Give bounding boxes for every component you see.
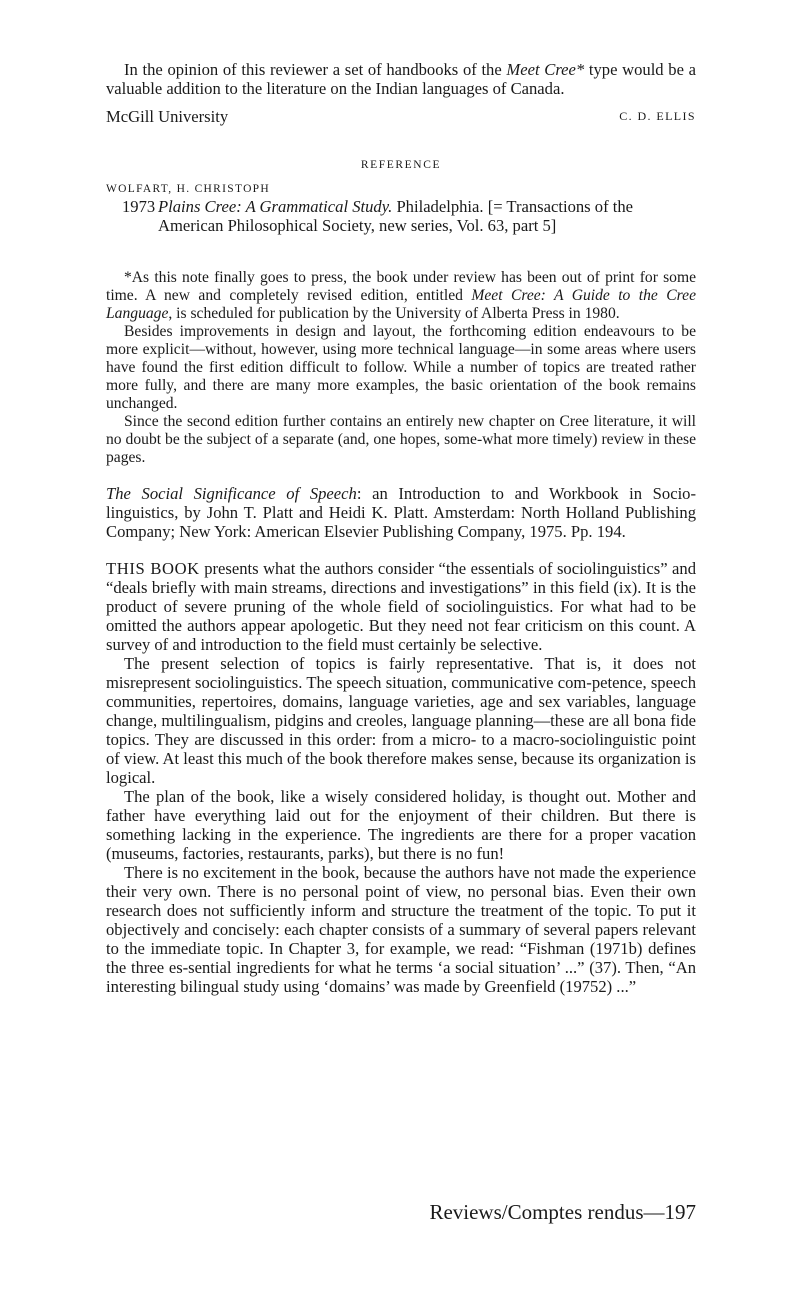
footnote-paragraph-2: Besides improvements in design and layout, the forthcoming edition endeavours to be more explicit—without, however, using more technical language—in some areas where users have found the first edition difficult to follow. While a number of topics are treated rather more fully, and there are many more examples, the basic orientation of the book remains unchanged. — [106, 323, 696, 412]
review-book-details: : an Introduction to and Workbook in Socio-linguistics, by John T. Platt and Heidi K. Platt. Amsterdam: North Holland Publishing Company; New York: American Elsevier Publishing Company, 1975. Pp. 194. — [106, 484, 697, 541]
reviewer-name: C. D. ELLIS — [619, 109, 696, 123]
footnote-text-a: *As this note finally goes to press, the book under review has been out of print for some time. A new and completely revised edition, entitled — [106, 269, 696, 304]
signature-line — [106, 107, 696, 126]
review-body — [106, 559, 696, 996]
reference-year: 1973 — [122, 197, 156, 216]
review-paragraph-3: The plan of the book, like a wisely considered holiday, is thought out. Mother and father have everything laid out for the enjoyment of their children. But there is something lacking in the experience. The ingredients are there for a proper vacation (museums, factories, restaurants, parks), but there is no fun! — [106, 787, 696, 863]
reference-entry — [106, 197, 696, 235]
review-book-title: The Social Significance of Speech — [106, 484, 357, 503]
reference-heading: REFERENCE — [360, 159, 442, 171]
review-paragraph-4: There is no excitement in the book, because the authors have not made the experience their very own. There is no personal point of view, no personal bias. Even their own research does not sufficiently inform and structure the treatment of the topic. To put it objectively and concisely: each chapter consists of a summary of several papers relevant to the immediate topic. In Chapter 3, for example, we read: “Fishman (1971b) defines the three es-sential ingredients for what he terms ‘a social situation’ ...” (37). Then, “An interesting bilingual study using ‘domains’ was made by Greenfield (19752) ...” — [106, 863, 696, 996]
footnote — [106, 269, 696, 467]
footnote-text-b: , is scheduled for publication by the University of Alberta Press in 1980. — [168, 305, 620, 322]
footnote-paragraph-3: Since the second edition further contains an entirely new chapter on Cree literature, it will no doubt be the subject of a separate (and, one hopes, some-what more timely) review in these pages. — [106, 413, 696, 466]
reference-rest: Philadelphia. [= Transactions of the American Philosophical Society, new series, Vol. 63, part 5] — [158, 197, 634, 235]
closing-text-a: In the opinion of this reviewer a set of handbooks of the — [124, 60, 507, 79]
closing-book-title: Meet Cree* — [506, 60, 585, 79]
review-paragraph-2: The present selection of topics is fairly representative. That is, it does not misrepresent sociolinguistics. The speech situation, communicative com-petence, speech communities, repertoires, domains, language varieties, age and sex variables, language change, multilingualism, pidgins and creoles, language planning—these are all bona fide topics. They are discussed in this order: from a micro- to a macro-sociolinguistic point of view. At least this much of the book therefore makes sense, because its organization is logical. — [106, 654, 696, 787]
footnote-paragraph-1 — [106, 269, 696, 323]
review-lead-in: THIS BOOK — [106, 559, 200, 578]
reference-title: Plains Cree: A Grammatical Study. — [158, 197, 393, 216]
reference-body — [158, 197, 696, 235]
running-footer: Reviews/Comptes rendus—197 — [429, 1200, 696, 1224]
review-paragraph-1-text: presents what the authors consider “the essentials of sociolinguistics” and “deals briefly with main streams, directions and investigations” in this field (ix). It is the product of severe pruning of the whole field of sociolinguistics. For what had to be omitted the authors appear apologetic. But they need not fear criticism on this count. A survey of and introduction to the field must certainly be selective. — [106, 559, 696, 654]
page-body — [106, 60, 696, 996]
review-paragraph-1 — [106, 559, 696, 654]
reviewer-institution: McGill University — [106, 107, 229, 126]
closing-paragraph — [106, 60, 696, 98]
closing-text-b: type would be a valuable addition to the literature on the Indian languages of Canada. — [106, 60, 696, 98]
reference-author: WOLFART, H. CHRISTOPH — [106, 183, 270, 195]
review-book-citation — [106, 484, 696, 541]
footnote-book-title: Meet Cree: A Guide to the Cree Language — [106, 287, 696, 322]
